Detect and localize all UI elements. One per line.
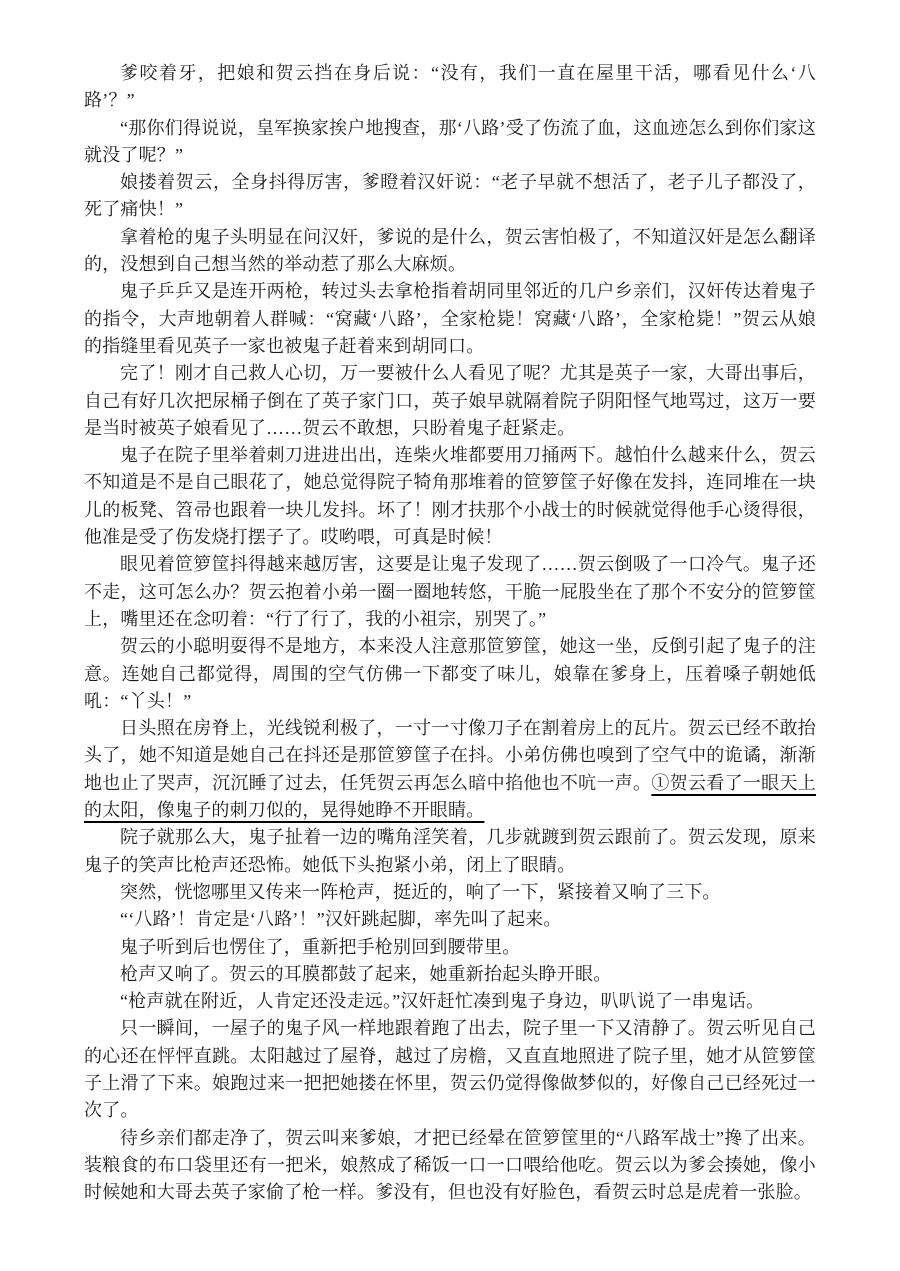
text-segment: 日头照在房脊上，光线锐利极了，一寸一寸像刀子在割着房上的瓦片。贺云已经不敢抬头了，她不知道是她自己在抖还是那笸箩筐子在抖。小弟仿佛也嗅到了空气中的诡谲，渐渐地也止了哭声，沉沉睡了过去，任凭贺云再怎么暗中掐他也不吭一声。: [84, 718, 816, 793]
paragraph: [84, 1125, 816, 1207]
text-segment: “那你们得说说，皇军换家挨户地搜查，那‘八路’受了伤流了血，这血迹怎么到你们家这就没了呢？”: [84, 117, 816, 165]
paragraph: [84, 60, 816, 115]
underlined-sentence: ①贺云看了一眼天上的太阳，像鬼子的刺刀似的，晃得她睁不开眼睛。: [84, 772, 816, 821]
text-segment: 娘搂着贺云，全身抖得厉害，爹瞪着汉奸说：“老子早就不想活了，老子儿子都没了，死了痛快！”: [84, 172, 816, 220]
text-segment: 爹咬着牙，把娘和贺云挡在身后说：“没有，我们一直在屋里干活，哪看见什么‘八路’？”: [84, 63, 816, 111]
paragraph: [84, 715, 816, 824]
paragraph: [84, 988, 816, 1015]
text-segment: 拿着枪的鬼子头明显在问汉奸，爹说的是什么，贺云害怕极了，不知道汉奸是怎么翻译的，没想到自己想当然的举动惹了那么大麻烦。: [84, 226, 816, 275]
text-segment: 鬼子听到后也愣住了，重新把手枪别回到腰带里。: [120, 936, 521, 957]
text-segment: 待乡亲们都走净了，贺云叫来爹娘，才把已经晕在笸箩筐里的“八路军战士”搀了出来。装粮食的布口袋里还有一把米，娘熬成了稀饭一口一口喂给他吃。贺云以为爹会揍她，像小时候她和大哥去英子家偷了枪一样。爹没有，但也没有好脸色，看贺云时总是虎着一张脸。: [84, 1127, 816, 1203]
paragraph: [84, 961, 816, 988]
paragraph: [84, 879, 816, 906]
paragraph: [84, 442, 816, 551]
paragraph: [84, 633, 816, 715]
text-segment: “‘八路’！肯定是‘八路’！”汉奸跳起脚，率先叫了起来。: [120, 909, 562, 930]
paragraph: [84, 906, 816, 933]
text-segment: 贺云的小聪明耍得不是地方，本来没人注意那笸箩筐，她这一坐，反倒引起了鬼子的注意。连她自己都觉得，周围的空气仿佛一下都变了味儿，娘靠在爹身上，压着嗓子朝她低吼：“丫头！”: [84, 636, 816, 711]
passage-text-container: [84, 60, 816, 1206]
paragraph: [84, 934, 816, 961]
text-segment: 枪声又响了。贺云的耳膜都鼓了起来，她重新抬起头睁开眼。: [120, 963, 612, 984]
text-segment: 突然，恍惚哪里又传来一阵枪声，挺近的，响了一下，紧接着又响了三下。: [120, 881, 721, 902]
text-segment: 鬼子在院子里举着刺刀进进出出，连柴火堆都要用刀捅两下。越怕什么越来什么，贺云不知道是不是自己眼花了，她总觉得院子犄角那堆着的笸箩筐子好像在发抖，连同堆在一块儿的板凳、笤帚也跟着一块儿发抖。坏了！刚才扶那个小战士的时候就觉得他手心烫得很，他准是受了伤发烧打摆子了。哎哟喂，可真是时候！: [84, 445, 816, 548]
text-segment: 只一瞬间，一屋子的鬼子风一样地跟着跑了出去，院子里一下又清静了。贺云听见自己的心还在怦怦直跳。太阳越过了屋脊，越过了房檐，又直直地照进了院子里，她才从笸箩筐子上滑了下来。娘跑过来一把把她搂在怀里，贺云仍觉得像做梦似的，好像自己已经死过一次了。: [84, 1018, 816, 1121]
text-segment: 鬼子乒乒又是连开两枪，转过头去拿枪指着胡同里邻近的几户乡亲们，汉奸传达着鬼子的指令，大声地朝着人群喊：“窝藏‘八路’，全家枪毙！窝藏‘八路’，全家枪毙！”贺云从娘的指缝里看见英子一家也被鬼子赶着来到胡同口。: [84, 281, 816, 356]
paragraph: [84, 360, 816, 442]
paragraph: [84, 115, 816, 170]
paragraph: [84, 278, 816, 360]
text-segment: 院子就那么大，鬼子扯着一边的嘴角淫笑着，几步就踱到贺云跟前了。贺云发现，原来鬼子的笑声比枪声还恐怖。她低下头抱紧小弟，闭上了眼睛。: [84, 827, 816, 875]
paragraph: [84, 169, 816, 224]
text-segment: 眼见着笸箩筐抖得越来越厉害，这要是让鬼子发现了……贺云倒吸了一口冷气。鬼子还不走，这可怎么办？贺云抱着小弟一圈一圈地转悠，干脆一屁股坐在了那个不安分的笸箩筐上，嘴里还在念叨着：“行了行了，我的小祖宗，别哭了。”: [84, 554, 816, 629]
paragraph: [84, 824, 816, 879]
paragraph: [84, 551, 816, 633]
paragraph: [84, 1015, 816, 1124]
paragraph: [84, 224, 816, 279]
text-segment: “枪声就在附近，人肯定还没走远。”汉奸赶忙凑到鬼子身边，叭叭说了一串鬼话。: [120, 991, 765, 1012]
text-segment: 完了！刚才自己救人心切，万一要被什么人看见了呢？尤其是英子一家，大哥出事后，自己有好几次把尿桶子倒在了英子家门口，英子娘早就隔着院子阴阳怪气地骂过，这万一要是当时被英子娘看见了……贺云不敢想，只盼着鬼子赶紧走。: [84, 363, 816, 438]
